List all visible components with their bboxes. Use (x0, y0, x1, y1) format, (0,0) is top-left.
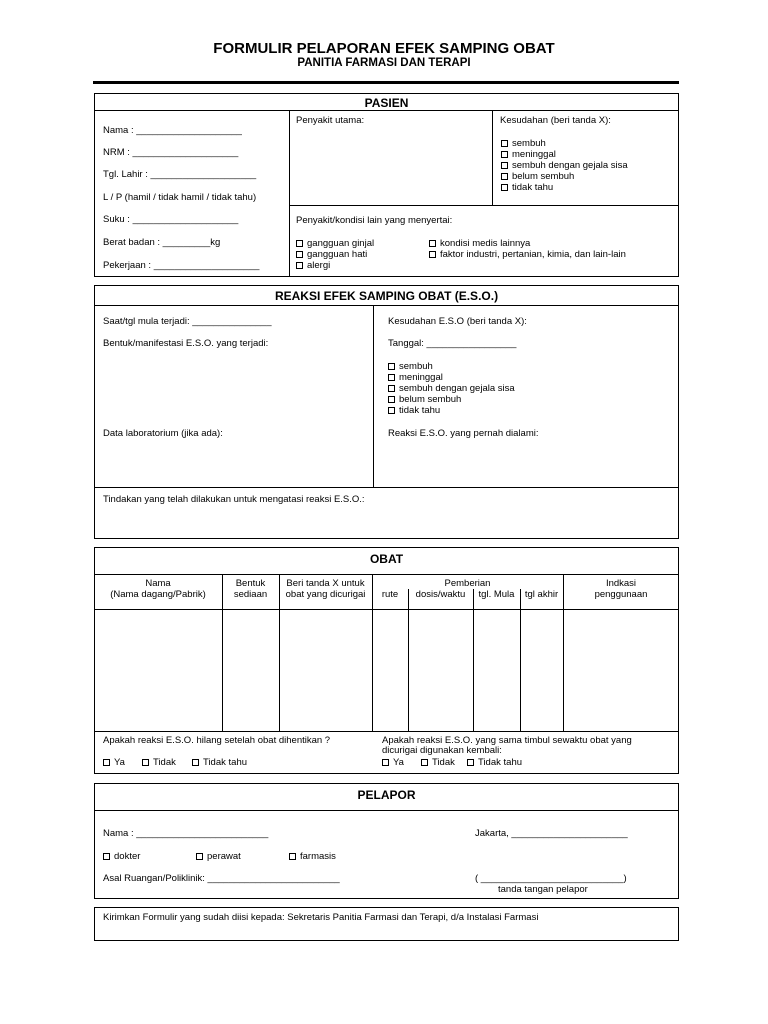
q1-option[interactable]: Tidak tahu (192, 757, 247, 768)
signature-line[interactable]: ( ___________________________) (475, 873, 627, 884)
checkbox-icon (501, 151, 508, 158)
checkbox-icon (296, 262, 303, 269)
header-rule (93, 81, 679, 84)
kesudahan-label: Kesudahan (beri tanda X): (500, 115, 611, 126)
obat-table-bottom (94, 731, 679, 732)
q2-label: Apakah reaksi E.S.O. yang sama timbul sewaktu obat yang (382, 735, 632, 746)
pasien-divider-2 (492, 110, 493, 205)
tgl-lahir-field[interactable]: Tgl. Lahir : ____________________ (103, 169, 257, 180)
pasien-divider-1 (289, 110, 290, 277)
checkbox-icon (296, 240, 303, 247)
penyakit-lain-option[interactable]: gangguan ginjal (296, 238, 374, 249)
checkbox-icon (429, 251, 436, 258)
kesudahan-option[interactable]: belum sembuh (501, 171, 574, 182)
jakarta-date-field[interactable]: Jakarta, ______________________ (475, 828, 628, 839)
form-title: FORMULIR PELAPORAN EFEK SAMPING OBAT (213, 40, 555, 57)
reaksi-bottom-line (94, 487, 679, 488)
reaksi-heading: REAKSI EFEK SAMPING OBAT (E.S.O.) (274, 289, 499, 303)
profesi-option[interactable]: farmasis (289, 851, 336, 862)
pernah-dialami-label: Reaksi E.S.O. yang pernah dialami: (388, 428, 539, 439)
kesudahan-eso-option[interactable]: tidak tahu (388, 405, 440, 416)
penyakit-lain-option[interactable]: kondisi medis lainnya (429, 238, 530, 249)
checkbox-icon (289, 853, 296, 860)
kesudahan-eso-label: Kesudahan E.S.O (beri tanda X): (388, 316, 527, 327)
form-subtitle: PANITIA FARMASI DAN TERAPI (297, 57, 471, 69)
checkbox-icon (388, 363, 395, 370)
checkbox-icon (388, 374, 395, 381)
kesudahan-option[interactable]: meninggal (501, 149, 556, 160)
kesudahan-eso-option[interactable]: meninggal (388, 372, 443, 383)
kesudahan-eso-option[interactable]: sembuh dengan gejala sisa (388, 383, 515, 394)
col-tanda-sub: obat yang dicurigai (285, 589, 366, 600)
checkbox-icon (192, 759, 199, 766)
checkbox-icon (501, 162, 508, 169)
checkbox-icon (142, 759, 149, 766)
checkbox-icon (296, 251, 303, 258)
penyakit-lain-option[interactable]: faktor industri, pertanian, kimia, dan lain-lain (429, 249, 626, 260)
kesudahan-eso-option[interactable]: sembuh (388, 361, 433, 372)
col-nama-header: Nama (145, 578, 171, 589)
checkbox-icon (382, 759, 389, 766)
col-pemberian-header: Pemberian (444, 578, 491, 589)
checkbox-icon (103, 853, 110, 860)
checkbox-icon (388, 396, 395, 403)
checkbox-icon (103, 759, 110, 766)
q2-option[interactable]: Ya (382, 757, 404, 768)
asal-ruangan-field[interactable]: Asal Ruangan/Poliklinik: _________________________ (103, 873, 340, 884)
checkbox-icon (196, 853, 203, 860)
checkbox-icon (429, 240, 436, 247)
q2-option[interactable]: Tidak (421, 757, 455, 768)
checkbox-icon (388, 385, 395, 392)
checkbox-icon (501, 140, 508, 147)
checkbox-icon (388, 407, 395, 414)
col-dosis-header: dosis/waktu (415, 589, 466, 600)
reaksi-divider (373, 305, 374, 487)
pelapor-header-line (94, 810, 679, 811)
col-indikasi-header: Indkasi (605, 578, 637, 589)
data-lab-label: Data laboratorium (jika ada): (103, 428, 223, 439)
kesudahan-eso-option[interactable]: belum sembuh (388, 394, 461, 405)
profesi-option[interactable]: perawat (196, 851, 241, 862)
penyakit-lain-option[interactable]: gangguan hati (296, 249, 367, 260)
q2-label-cont: dicurigai digunakan kembali: (382, 745, 502, 756)
berat-badan-field[interactable]: Berat badan : _________kg (103, 237, 221, 248)
reaksi-header-line (94, 305, 679, 306)
col-rute-header: rute (381, 589, 399, 600)
col-bentuk-sub: sediaan (233, 589, 268, 600)
tindakan-label: Tindakan yang telah dilakukan untuk mengatasi reaksi E.S.O.: (103, 494, 365, 505)
col-tanda-header: Beri tanda X untuk (286, 578, 365, 589)
jenis-kelamin-field[interactable]: L / P (hamil / tidak hamil / tidak tahu) (103, 192, 257, 203)
obat-heading: OBAT (369, 552, 404, 566)
obat-header-line (94, 574, 679, 575)
bentuk-manifestasi-label: Bentuk/manifestasi E.S.O. yang terjadi: (103, 338, 269, 349)
kirimkan-instructions: Kirimkan Formulir yang sudah diisi kepada: Sekretaris Panitia Farmasi dan Terapi, d/a Instalasi Farmasi (103, 912, 539, 923)
checkbox-icon (501, 173, 508, 180)
obat-col-line (473, 589, 474, 731)
pasien-divider-3 (289, 205, 679, 206)
obat-col-line (520, 589, 521, 731)
penyakit-utama-label: Penyakit utama: (296, 115, 365, 126)
col-nama-sub: (Nama dagang/Pabrik) (110, 589, 206, 600)
q1-option[interactable]: Ya (103, 757, 125, 768)
q1-label: Apakah reaksi E.S.O. hilang setelah obat dihentikan ? (103, 735, 331, 746)
penyakit-lain-label: Penyakit/kondisi lain yang menyertai: (296, 215, 453, 226)
nrm-field[interactable]: NRM : ____________________ (103, 147, 239, 158)
profesi-option[interactable]: dokter (103, 851, 140, 862)
obat-col-header-line (94, 609, 679, 610)
pekerjaan-field[interactable]: Pekerjaan : ____________________ (103, 260, 260, 271)
pelapor-heading: PELAPOR (357, 788, 416, 802)
obat-col-line (408, 589, 409, 731)
checkbox-icon (501, 184, 508, 191)
penyakit-lain-option[interactable]: alergi (296, 260, 330, 271)
nama-field[interactable]: Nama : ____________________ (103, 125, 242, 136)
pasien-header-line (94, 110, 679, 111)
suku-field[interactable]: Suku : ____________________ (103, 214, 239, 225)
col-tgl-mula-header: tgl. Mula (478, 589, 515, 600)
q1-option[interactable]: Tidak (142, 757, 176, 768)
signature-label: tanda tangan pelapor (498, 884, 588, 895)
kesudahan-option[interactable]: tidak tahu (501, 182, 553, 193)
saat-tgl-field[interactable]: Saat/tgl mula terjadi: _______________ (103, 316, 272, 327)
pasien-heading: PASIEN (364, 96, 409, 110)
kesudahan-option[interactable]: sembuh dengan gejala sisa (501, 160, 628, 171)
tanggal-field[interactable]: Tanggal: _________________ (388, 338, 517, 349)
q2-option[interactable]: Tidak tahu (467, 757, 522, 768)
pelapor-nama-field[interactable]: Nama : _________________________ (103, 828, 269, 839)
col-bentuk-header: Bentuk (235, 578, 266, 589)
col-indikasi-sub: penggunaan (594, 589, 648, 600)
checkbox-icon (467, 759, 474, 766)
checkbox-icon (421, 759, 428, 766)
col-tgl-akhir-header: tgl akhir (524, 589, 559, 600)
kesudahan-option[interactable]: sembuh (501, 138, 546, 149)
